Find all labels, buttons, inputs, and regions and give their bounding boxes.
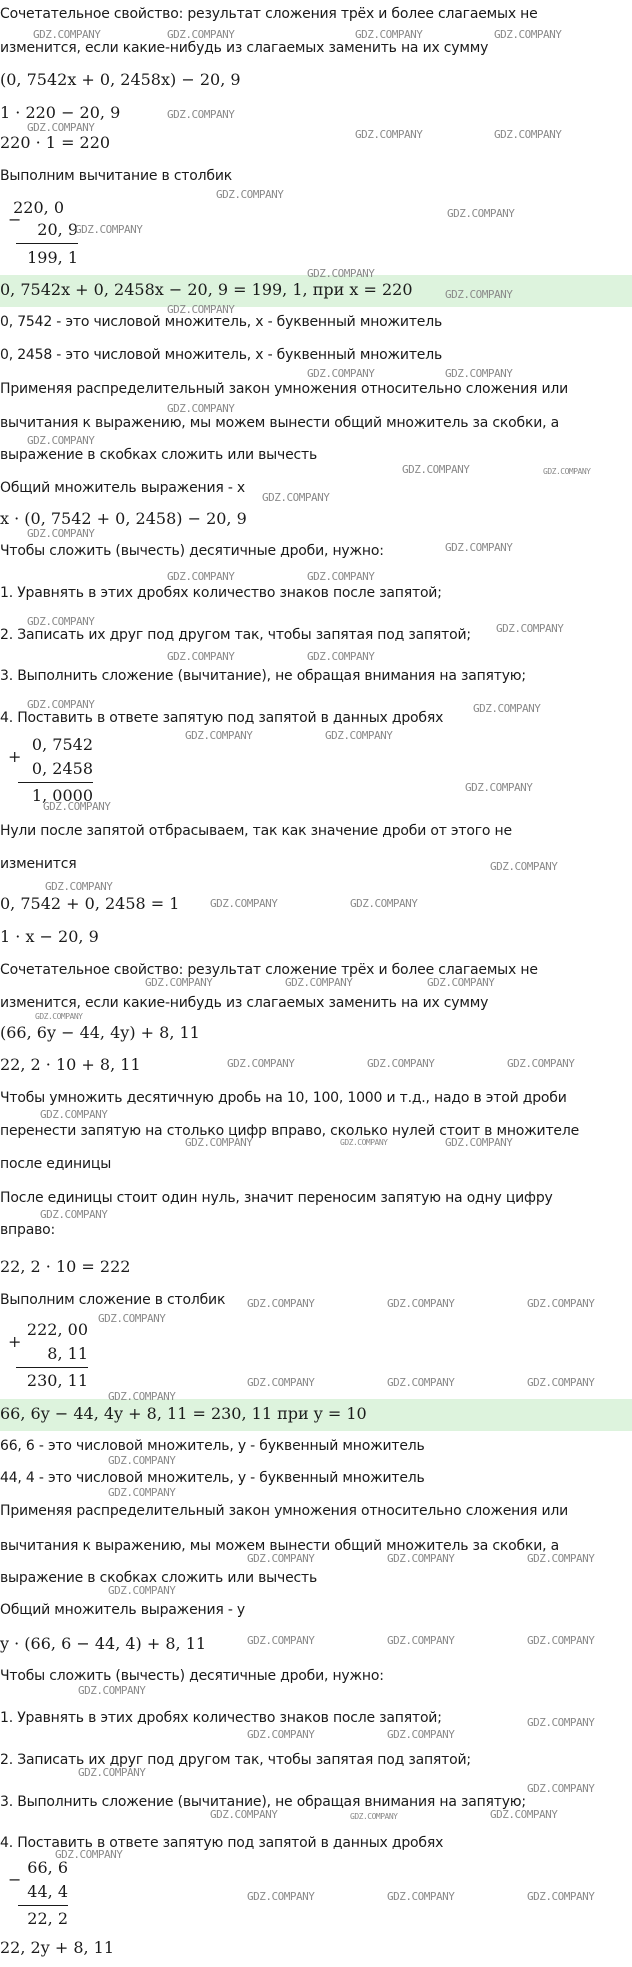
answer-line: 0, 7542x + 0, 2458x − 20, 9 = 199, 1, при x = 220	[0, 280, 413, 299]
watermark: GDZ.COMPANY	[210, 897, 278, 910]
watermark: GDZ.COMPANY	[387, 1376, 455, 1389]
math-expression: 0, 7542 + 0, 2458 = 1	[0, 894, 180, 913]
list-item: 1. Уравнять в этих дробях количество знаков после запятой;	[0, 585, 442, 601]
column-result: 199, 1	[27, 248, 78, 267]
paragraph-line: 44, 4 - это числовой множитель, y - буквенный множитель	[0, 1470, 425, 1486]
math-expression: 1 · x − 20, 9	[0, 927, 99, 946]
math-expression: 22, 2 · 10 = 222	[0, 1257, 131, 1276]
watermark: GDZ.COMPANY	[465, 781, 533, 794]
list-item: 3. Выполнить сложение (вычитание), не обращая внимания на запятую;	[0, 1794, 526, 1810]
watermark: GDZ.COMPANY	[78, 1766, 146, 1779]
paragraph-line: Выполним сложение в столбик	[0, 1292, 226, 1308]
watermark: GDZ.COMPANY	[40, 1108, 108, 1121]
watermark: GDZ.COMPANY	[325, 729, 393, 742]
column-operand: 0, 7542	[31, 735, 93, 754]
watermark: GDZ.COMPANY	[185, 729, 253, 742]
math-expression: 1 · 220 − 20, 9	[0, 103, 121, 122]
paragraph-line: выражение в скобках сложить или вычесть	[0, 1570, 318, 1586]
paragraph-line: 0, 2458 - это числовой множитель, х - буквенный множитель	[0, 347, 442, 363]
watermark: GDZ.COMPANY	[45, 880, 113, 893]
paragraph-line: после единицы	[0, 1156, 112, 1172]
watermark: GDZ.COMPANY	[247, 1552, 315, 1565]
watermark: GDZ.COMPANY	[427, 976, 495, 989]
watermark: GDZ.COMPANY	[367, 1057, 435, 1070]
watermark: GDZ.COMPANY	[210, 1808, 278, 1821]
math-expression: y · (66, 6 − 44, 4) + 8, 11	[0, 1634, 207, 1653]
operation-sign: −	[8, 210, 22, 229]
watermark: GDZ.COMPANY	[285, 976, 353, 989]
watermark: GDZ.COMPANY	[340, 1138, 388, 1147]
watermark: GDZ.COMPANY	[167, 108, 235, 121]
watermark: GDZ.COMPANY	[33, 28, 101, 41]
watermark: GDZ.COMPANY	[78, 1684, 146, 1697]
paragraph-line: 0, 7542 - это числовой множитель, x - буквенный множитель	[0, 314, 442, 330]
column-addition	[8, 735, 93, 810]
paragraph-line: Чтобы сложить (вычесть) десятичные дроби, нужно:	[0, 543, 384, 559]
operation-sign: −	[8, 1870, 22, 1889]
watermark: GDZ.COMPANY	[40, 1208, 108, 1221]
watermark: GDZ.COMPANY	[445, 541, 513, 554]
paragraph-line: Нули после запятой отбрасываем, так как значение дроби от этого не	[0, 823, 512, 839]
watermark: GDZ.COMPANY	[490, 1808, 558, 1821]
watermark: GDZ.COMPANY	[227, 1057, 295, 1070]
list-item: 1. Уравнять в этих дробях количество знаков после запятой;	[0, 1710, 442, 1726]
watermark: GDZ.COMPANY	[185, 1136, 253, 1149]
watermark: GDZ.COMPANY	[496, 622, 564, 635]
paragraph-line: Общий множитель выражения - x	[0, 480, 246, 496]
watermark: GDZ.COMPANY	[216, 188, 284, 201]
watermark: GDZ.COMPANY	[307, 650, 375, 663]
watermark: GDZ.COMPANY	[43, 800, 111, 813]
watermark: GDZ.COMPANY	[55, 1848, 123, 1861]
list-item: 4. Поставить в ответе запятую под запятой в данных дробях	[0, 710, 444, 726]
watermark: GDZ.COMPANY	[167, 402, 235, 415]
watermark: GDZ.COMPANY	[307, 570, 375, 583]
watermark: GDZ.COMPANY	[507, 1057, 575, 1070]
column-result: 230, 11	[26, 1371, 88, 1390]
paragraph-line: Чтобы умножить десятичную дробь на 10, 100, 1000 и т.д., надо в этой дроби	[0, 1090, 567, 1106]
paragraph-line: изменится, если какие-нибудь из слагаемых заменить на их сумму	[0, 40, 489, 56]
list-item: 2. Записать их друг под другом так, чтобы запятая под запятой;	[0, 1752, 471, 1768]
watermark: GDZ.COMPANY	[355, 28, 423, 41]
watermark: GDZ.COMPANY	[490, 860, 558, 873]
watermark: GDZ.COMPANY	[27, 698, 95, 711]
watermark: GDZ.COMPANY	[387, 1728, 455, 1741]
paragraph-line: После единицы стоит один нуль, значит переносим запятую на одну цифру	[0, 1190, 553, 1206]
math-expression: 22, 2y + 8, 11	[0, 1938, 115, 1957]
watermark: GDZ.COMPANY	[543, 467, 591, 476]
math-expression: (0, 7542x + 0, 2458x) − 20, 9	[0, 70, 241, 89]
column-operand: 66, 6	[27, 1858, 68, 1877]
column-result: 1, 0000	[31, 786, 93, 805]
watermark: GDZ.COMPANY	[527, 1376, 595, 1389]
watermark: GDZ.COMPANY	[355, 128, 423, 141]
list-item: 3. Выполнить сложение (вычитание), не обращая внимания на запятую;	[0, 668, 526, 684]
list-item: 2. Записать их друг под другом так, чтобы запятая под запятой;	[0, 627, 471, 643]
column-result: 22, 2	[27, 1909, 68, 1928]
operation-sign: +	[8, 1332, 22, 1351]
operation-sign: +	[8, 747, 22, 766]
column-operand: 222, 00	[26, 1320, 88, 1339]
watermark: GDZ.COMPANY	[527, 1782, 595, 1795]
watermark: GDZ.COMPANY	[402, 463, 470, 476]
watermark: GDZ.COMPANY	[247, 1728, 315, 1741]
watermark: GDZ.COMPANY	[527, 1634, 595, 1647]
watermark: GDZ.COMPANY	[247, 1376, 315, 1389]
watermark: GDZ.COMPANY	[445, 1136, 513, 1149]
column-operand: 20, 9	[37, 220, 78, 239]
paragraph-line: Общий множитель выражения - y	[0, 1602, 246, 1618]
watermark: GDZ.COMPANY	[350, 1812, 398, 1821]
paragraph-line: вычитания к выражению, мы можем вынести общий множитель за скобки, а	[0, 415, 559, 431]
watermark: GDZ.COMPANY	[447, 207, 515, 220]
watermark: GDZ.COMPANY	[527, 1297, 595, 1310]
watermark: GDZ.COMPANY	[167, 650, 235, 663]
watermark: GDZ.COMPANY	[27, 434, 95, 447]
watermark: GDZ.COMPANY	[387, 1297, 455, 1310]
answer-line: 66, 6y − 44, 4y + 8, 11 = 230, 11 при y = 10	[0, 1404, 367, 1423]
watermark: GDZ.COMPANY	[473, 702, 541, 715]
paragraph-line: Чтобы сложить (вычесть) десятичные дроби, нужно:	[0, 1668, 384, 1684]
column-operand: 8, 11	[47, 1344, 88, 1363]
watermark: GDZ.COMPANY	[75, 223, 143, 236]
watermark: GDZ.COMPANY	[108, 1390, 176, 1403]
watermark: GDZ.COMPANY	[350, 897, 418, 910]
math-expression: (66, 6y − 44, 4y) + 8, 11	[0, 1023, 200, 1042]
paragraph-line: изменится	[0, 856, 77, 872]
watermark: GDZ.COMPANY	[167, 570, 235, 583]
watermark: GDZ.COMPANY	[307, 267, 375, 280]
paragraph-line: вправо:	[0, 1222, 56, 1238]
paragraph-line: перенести запятую на столько цифр вправо, сколько нулей стоит в множителе	[0, 1123, 579, 1139]
math-expression: x · (0, 7542 + 0, 2458) − 20, 9	[0, 509, 247, 528]
watermark: GDZ.COMPANY	[445, 288, 513, 301]
watermark: GDZ.COMPANY	[494, 128, 562, 141]
watermark: GDZ.COMPANY	[387, 1634, 455, 1647]
watermark: GDZ.COMPANY	[27, 527, 95, 540]
paragraph-line: Применяя распределительный закон умножения относительно сложения или	[0, 381, 569, 397]
math-expression: 22, 2 · 10 + 8, 11	[0, 1055, 141, 1074]
column-operand: 220, 0	[13, 198, 64, 217]
watermark: GDZ.COMPANY	[108, 1454, 176, 1467]
watermark: GDZ.COMPANY	[167, 303, 235, 316]
list-item: 4. Поставить в ответе запятую под запятой в данных дробях	[0, 1835, 444, 1851]
watermark: GDZ.COMPANY	[167, 28, 235, 41]
watermark: GDZ.COMPANY	[108, 1486, 176, 1499]
watermark: GDZ.COMPANY	[262, 491, 330, 504]
math-expression: 220 · 1 = 220	[0, 133, 111, 152]
watermark: GDZ.COMPANY	[527, 1890, 595, 1903]
watermark: GDZ.COMPANY	[27, 121, 95, 134]
paragraph-line: изменится, если какие-нибудь из слагаемых заменить на их сумму	[0, 995, 489, 1011]
paragraph-line: Сочетательное свойство: результат сложение трёх и более слагаемых не	[0, 962, 538, 978]
watermark: GDZ.COMPANY	[387, 1890, 455, 1903]
column-operand: 0, 2458	[31, 759, 93, 778]
watermark: GDZ.COMPANY	[494, 28, 562, 41]
watermark: GDZ.COMPANY	[98, 1312, 166, 1325]
paragraph-line: 66, 6 - это числовой множитель, y - буквенный множитель	[0, 1438, 425, 1454]
column-addition	[8, 1320, 88, 1395]
paragraph-line: вычитания к выражению, мы можем вынести общий множитель за скобки, а	[0, 1538, 559, 1554]
watermark: GDZ.COMPANY	[247, 1297, 315, 1310]
column-subtraction	[8, 1858, 68, 1933]
watermark: GDZ.COMPANY	[307, 367, 375, 380]
paragraph-line: Применяя распределительный закон умножения относительно сложения или	[0, 1503, 569, 1519]
watermark: GDZ.COMPANY	[108, 1584, 176, 1597]
watermark: GDZ.COMPANY	[145, 976, 213, 989]
watermark: GDZ.COMPANY	[527, 1552, 595, 1565]
watermark: GDZ.COMPANY	[35, 1012, 83, 1021]
paragraph-line: Сочетательное свойство: результат сложения трёх и более слагаемых не	[0, 6, 538, 22]
watermark: GDZ.COMPANY	[527, 1716, 595, 1729]
column-subtraction	[8, 198, 78, 273]
watermark: GDZ.COMPANY	[247, 1634, 315, 1647]
paragraph-line: выражение в скобках сложить или вычесть	[0, 447, 318, 463]
watermark: GDZ.COMPANY	[247, 1890, 315, 1903]
column-operand: 44, 4	[27, 1882, 68, 1901]
watermark: GDZ.COMPANY	[387, 1552, 455, 1565]
paragraph-line: Выполним вычитание в столбик	[0, 168, 232, 184]
watermark: GDZ.COMPANY	[27, 615, 95, 628]
watermark: GDZ.COMPANY	[445, 367, 513, 380]
